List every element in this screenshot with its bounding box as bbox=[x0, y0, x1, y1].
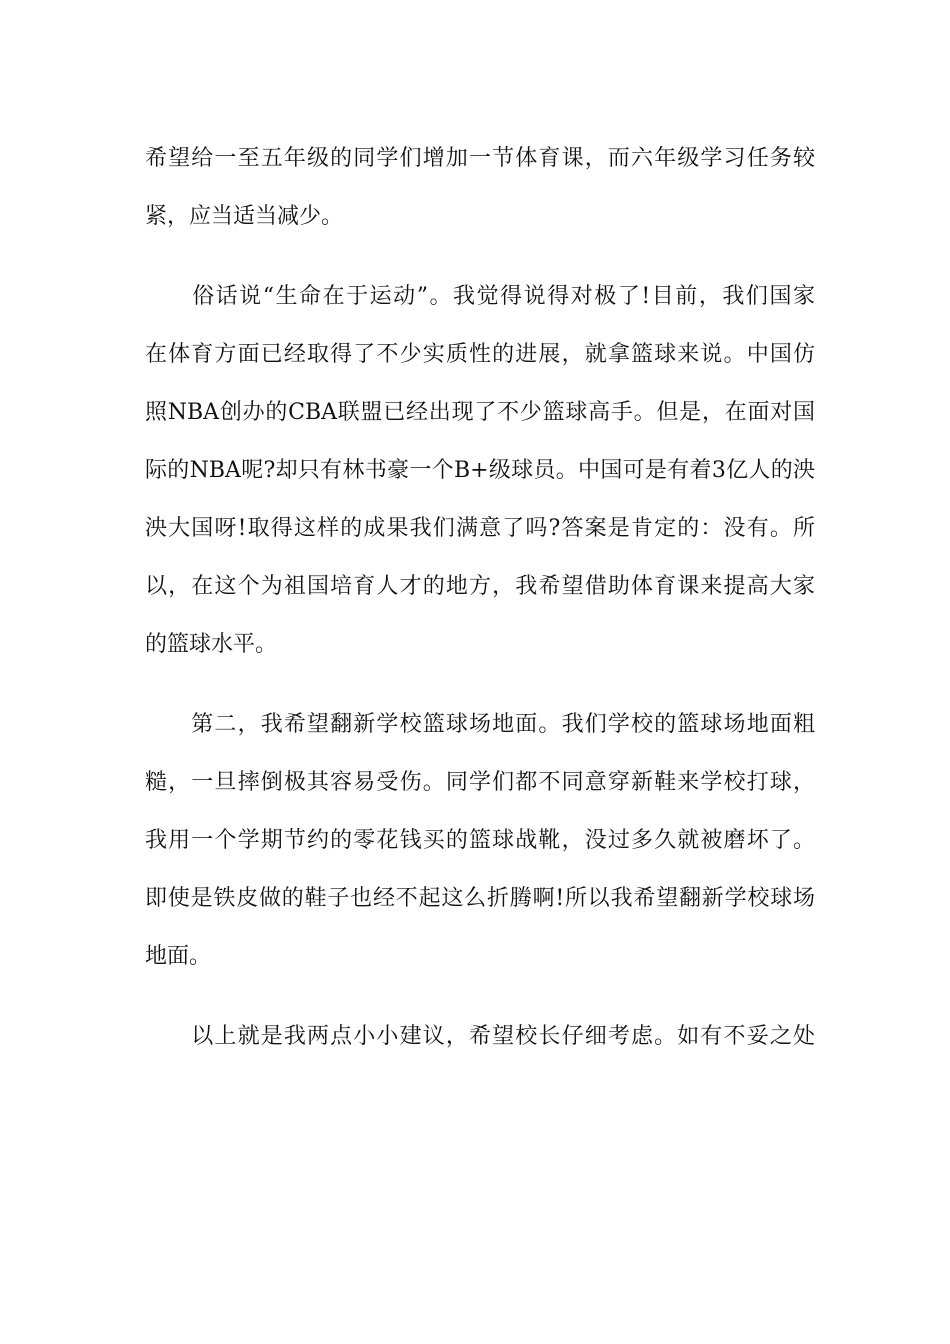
text-line: 照NBA创办的CBA联盟已经出现了不少篮球高手。但是，在面对国 bbox=[145, 400, 815, 425]
text-line: 希望给一至五年级的同学们增加一节体育课，而六年级学习任务较 bbox=[145, 146, 815, 171]
paragraph-3 bbox=[145, 696, 815, 986]
text-line: 在体育方面已经取得了不少实质性的进展，就拿篮球来说。中国仿 bbox=[145, 342, 815, 367]
paragraph-4 bbox=[145, 1008, 815, 1066]
text-line: 的篮球水平。 bbox=[145, 632, 278, 657]
text-line: 俗话说“生命在于运动”。我觉得说得对极了!目前，我们国家 bbox=[145, 284, 815, 309]
text-line: 我用一个学期节约的零花钱买的篮球战靴，没过多久就被磨坏了。 bbox=[145, 828, 815, 853]
text-line: 糙，一旦摔倒极其容易受伤。同学们都不同意穿新鞋来学校打球， bbox=[145, 770, 815, 795]
text-line: 以上就是我两点小小建议，希望校长仔细考虑。如有不妥之处 bbox=[145, 1024, 815, 1049]
paragraph-1 bbox=[145, 130, 815, 246]
text-line: 泱大国呀!取得这样的成果我们满意了吗?答案是肯定的：没有。所 bbox=[145, 516, 815, 541]
text-line: 际的NBA呢?却只有林书豪一个B+级球员。中国可是有着3亿人的泱 bbox=[145, 458, 815, 483]
text-line: 以，在这个为祖国培育人才的地方，我希望借助体育课来提高大家 bbox=[145, 574, 815, 599]
text-line: 第二，我希望翻新学校篮球场地面。我们学校的篮球场地面粗 bbox=[145, 712, 815, 737]
text-line: 即使是铁皮做的鞋子也经不起这么折腾啊!所以我希望翻新学校球场 bbox=[145, 886, 815, 911]
text-line: 紧，应当适当减少。 bbox=[145, 204, 344, 229]
paragraph-2 bbox=[145, 268, 815, 674]
text-line: 地面。 bbox=[145, 944, 212, 969]
document-body bbox=[145, 130, 815, 1066]
